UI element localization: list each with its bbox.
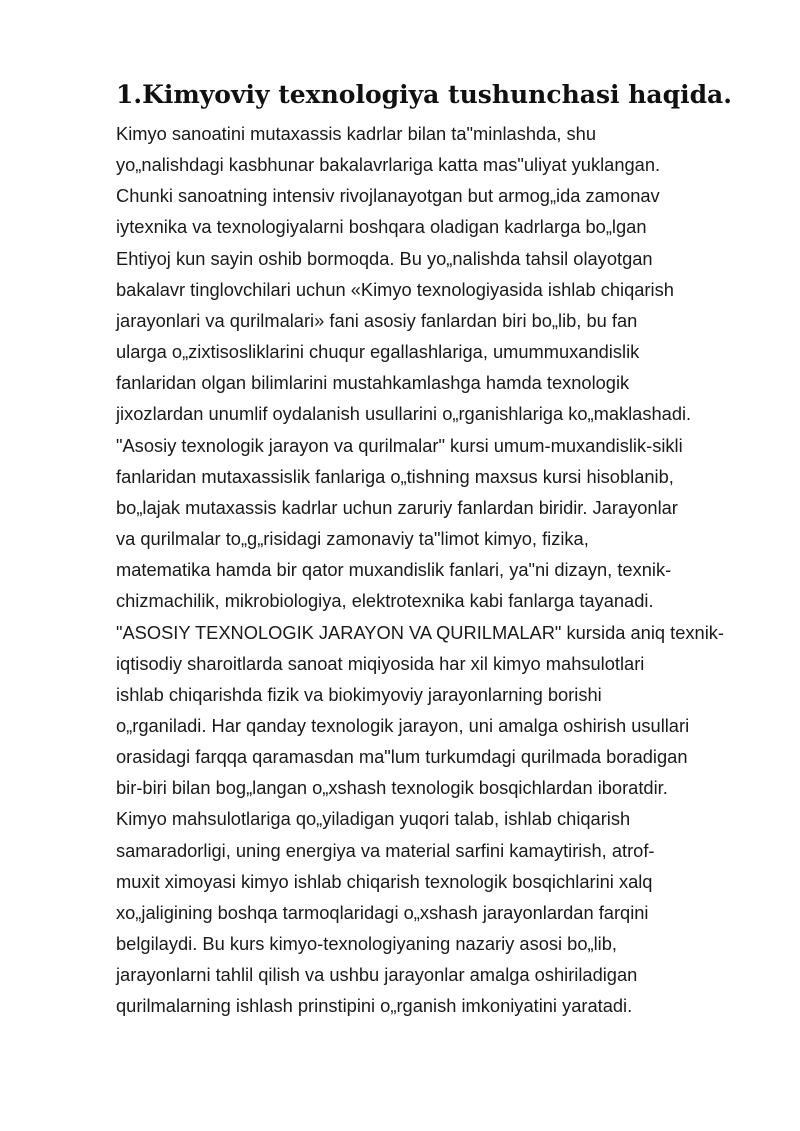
- text-line-6: bakalavr tinglovchilari uchun «Kimyo texnologiyasida ishlab chiqarish: [116, 278, 674, 300]
- text-line-23: Kimyo mahsulotlariga qo„yiladigan yuqori talab, ishlab chiqarish: [116, 808, 631, 830]
- text-line-2: yo„nalishdagi kasbhunar bakalavrlariga katta mas"uliyat yuklangan.: [116, 154, 661, 176]
- text-line-3: Chunki sanoatning intensiv rivojlanayotgan but armog„ida zamonav: [116, 185, 660, 207]
- text-line-22: bir-biri bilan bog„langan o„xshash texnologik bosqichlardan iboratdir.: [116, 777, 668, 799]
- text-line-15: matematika hamda bir qator muxandislik fanlari, ya"ni dizayn, texnik-: [116, 559, 672, 581]
- text-line-24: samaradorligi, uning energiya va material sarfini kamaytirish, atrof-: [116, 839, 655, 861]
- text-line-26: xo„jaligining boshqa tarmoqlaridagi o„xshash jarayonlardan farqini: [116, 901, 649, 923]
- text-line-16: chizmachilik, mikrobiologiya, elektrotexnika kabi fanlarga tayanadi.: [116, 590, 654, 612]
- text-line-4: iytexnika va texnologiyalarni boshqara oladigan kadrlarga bo„lgan: [116, 216, 647, 238]
- text-line-17: "ASOSIY TEXNOLOGIK JARAYON VA QURILMALAR" kursida aniq texnik-: [116, 621, 725, 643]
- text-line-7: jarayonlari va qurilmalari» fani asosiy fanlardan biri bo„lib, bu fan: [116, 309, 638, 331]
- text-line-14: va qurilmalar to„g„risidagi zamonaviy ta"limot kimyo, fizika,: [116, 528, 589, 550]
- text-line-29: qurilmalarning ishlash prinstipini o„rganish imkoniyatini yaratadi.: [116, 995, 633, 1017]
- text-line-25: muxit ximoyasi kimyo ishlab chiqarish texnologik bosqichlarini xalq: [116, 870, 653, 892]
- text-line-12: fanlaridan mutaxassislik fanlariga o„tishning maxsus kursi hisoblanib,: [116, 465, 674, 487]
- text-line-28: jarayonlarni tahlil qilish va ushbu jarayonlar amalga oshiriladigan: [116, 964, 638, 986]
- body-paragraph: [116, 118, 756, 1022]
- text-line-9: fanlaridan olgan bilimlarini mustahkamlashga hamda texnologik: [116, 372, 630, 394]
- text-line-1: Kimyo sanoatini mutaxassis kadrlar bilan ta"minlashda, shu: [116, 123, 596, 144]
- text-line-20: o„rganiladi. Har qanday texnologik jarayon, uni amalga oshirish usullari: [116, 714, 690, 736]
- text-line-11: "Asosiy texnologik jarayon va qurilmalar" kursi umum-muxandislik-sikli: [116, 434, 683, 456]
- text-line-27: belgilaydi. Bu kurs kimyo-texnologiyaning nazariy asosi bo„lib,: [116, 933, 617, 955]
- section-heading: 1.Kimyoviy texnologiya tushunchasi haqida.: [116, 80, 732, 109]
- text-line-21: orasidagi farqqa qaramasdan ma"lum turkumdagi qurilmada boradigan: [116, 746, 688, 768]
- text-line-18: iqtisodiy sharoitlarda sanoat miqiyosida har xil kimyo mahsulotlari: [116, 652, 645, 674]
- text-line-8: ularga o„zixtisosliklarini chuqur egallashlariga, umummuxandislik: [116, 341, 640, 363]
- text-line-5: Ehtiyoj kun sayin oshib bormoqda. Bu yo„nalishda tahsil olayotgan: [116, 247, 653, 269]
- text-line-19: ishlab chiqarishda fizik va biokimyoviy jarayonlarning borishi: [116, 683, 602, 705]
- text-line-13: bo„lajak mutaxassis kadrlar uchun zaruriy fanlardan biridir. Jarayonlar: [116, 496, 678, 518]
- text-line-10: jixozlardan unumlif oydalanish usullarini o„rganishlariga ko„maklashadi.: [116, 403, 692, 425]
